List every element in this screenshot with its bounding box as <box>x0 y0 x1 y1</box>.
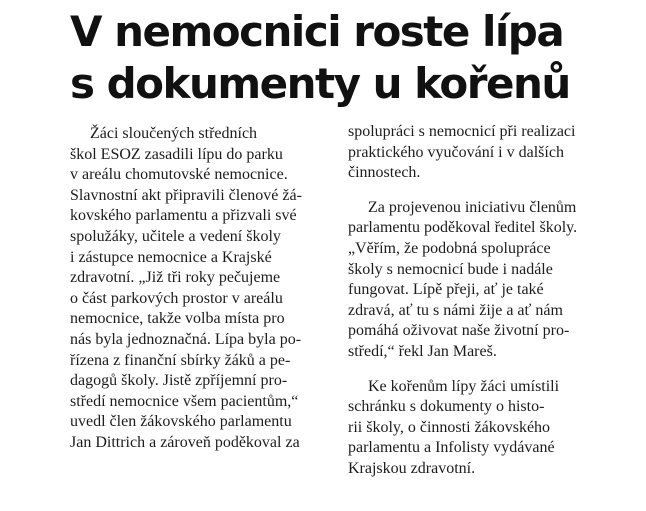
text-line: zdravá, ať tu s námi žije a ať nám <box>348 301 563 319</box>
text-line: zdravotní. „Již tři roky pečujeme <box>70 269 281 287</box>
text-line: parlamentu poděkoval ředitel školy. <box>348 219 578 237</box>
text-line: nemocnice, takže volba místa pro <box>70 310 285 328</box>
right-paragraph-2 <box>348 198 610 363</box>
text-line: pomáhá oživovat naše životní pro- <box>348 322 570 340</box>
headline-line-2: s dokumenty u kořenů <box>70 59 570 108</box>
text-line: řízena z finanční sbírky žáků a pe- <box>70 351 291 369</box>
right-column <box>348 122 610 480</box>
text-line: kovského parlamentu a přizvali své <box>70 207 297 225</box>
text-line: schránku s dokumenty o histo- <box>348 398 545 416</box>
text-line: nás byla jednoznačná. Lípa byla po- <box>70 330 302 348</box>
text-line: praktického vyučování i v dalších <box>348 143 564 161</box>
text-line: parlamentu a Infolisty vydávané <box>348 439 555 457</box>
text-line: Ke kořenům lípy žáci umístili <box>368 377 560 395</box>
left-column <box>70 124 332 454</box>
text-line: školy s nemocnicí bude i nadále <box>348 260 553 278</box>
text-line: Slavnostní akt připravili členové žá- <box>70 186 302 204</box>
text-line: fungovat. Lípě přeji, ať je také <box>348 281 544 299</box>
left-paragraph <box>70 124 332 454</box>
right-paragraph-1 <box>348 122 610 184</box>
text-line: středí nemocnice všem pacientům,“ <box>70 392 299 410</box>
text-line: i zástupce nemocnice a Krajské <box>70 248 272 266</box>
headline-line-1: V nemocnici roste lípa <box>70 7 564 56</box>
text-line: činnostech. <box>348 164 421 182</box>
text-line: dagogů školy. Jistě zpříjemní pro- <box>70 372 288 390</box>
text-line: Jan Dittrich a zároveň poděkoval za <box>70 433 300 451</box>
text-line: škol ESOZ zasadili lípu do parku <box>70 145 283 163</box>
text-line: středí,“ řekl Jan Mareš. <box>348 342 497 360</box>
text-line: spolužáky, učitele a vedení školy <box>70 227 281 245</box>
text-line: Krajskou zdravotní. <box>348 459 476 477</box>
text-line: „Věřím, že podobná spolupráce <box>348 239 551 257</box>
article-headline <box>70 6 570 110</box>
text-line: Žáci sloučených středních <box>90 125 258 142</box>
text-line: rii školy, o činnosti žákovského <box>348 418 551 436</box>
right-paragraph-3 <box>348 377 610 480</box>
text-line: uvedl člen žákovského parlamentu <box>70 413 292 431</box>
text-line: spolupráci s nemocnicí při realizaci <box>348 123 576 140</box>
text-line: Za projevenou iniciativu členům <box>368 198 577 216</box>
text-line: o část parkových prostor v areálu <box>70 289 283 307</box>
text-line: v areálu chomutovské nemocnice. <box>70 166 288 184</box>
